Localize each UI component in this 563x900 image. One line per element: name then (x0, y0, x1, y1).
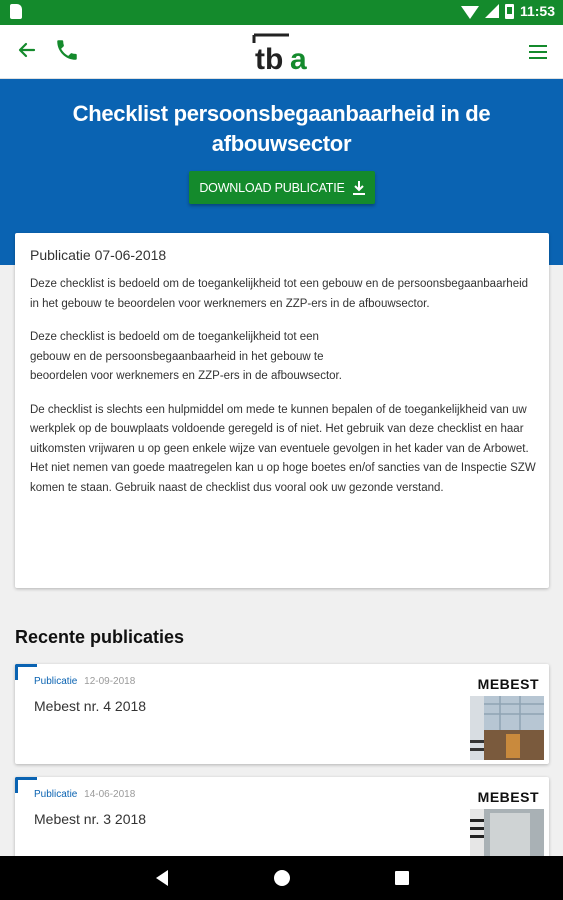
system-navigation-bar (0, 856, 563, 900)
publication-title: Mebest nr. 3 2018 (34, 811, 147, 827)
publication-date: 12-09-2018 (84, 676, 136, 687)
publication-type: Publicatie (34, 676, 78, 687)
download-publication-button[interactable] (189, 171, 375, 204)
nav-recents-icon[interactable] (395, 871, 409, 885)
publication-body (30, 275, 540, 512)
mebest-brand: MEBEST (477, 789, 539, 805)
tba-logo (251, 31, 317, 73)
publication-meta (34, 676, 135, 687)
publication-type: Publicatie (34, 789, 78, 800)
publication-meta (34, 789, 135, 800)
hamburger-menu-icon[interactable] (529, 45, 547, 59)
page-title: Checklist persoonsbegaanbaarheid in de afbouwsector (72, 101, 491, 156)
svg-text:a: a (290, 43, 307, 73)
download-button-label: DOWNLOAD PUBLICATIE (199, 180, 345, 195)
publication-card (15, 233, 549, 588)
magazine-cover-thumbnail (470, 696, 544, 760)
signal-icon (485, 4, 499, 18)
app-bar (0, 25, 563, 79)
svg-text:tb: tb (255, 43, 284, 73)
publication-date: 14-06-2018 (84, 789, 136, 800)
recent-publication-item[interactable] (15, 664, 549, 764)
back-arrow-icon[interactable] (14, 37, 40, 63)
status-time: 11:53 (519, 3, 555, 19)
download-icon (353, 181, 365, 195)
mebest-brand: MEBEST (477, 676, 539, 692)
nav-back-icon[interactable] (156, 870, 168, 886)
battery-icon (505, 4, 514, 19)
phone-icon[interactable] (54, 37, 80, 63)
paragraph: De checklist is slechts een hulpmiddel om mede te kunnen bepalen of de toegankelijkheid van uw werkplek op de bouwplaats voldoende geregeld is of niet. Het gebruik van deze checklist en haar uitkomsten vrijwaren u op geen enkele wijze van eventuele gevolgen in het kader van de Arbowet. Het niet nemen van goede maatregelen kan u op hoge boetes en/of sancties van de Inspectie SZW komen te staan. Gebruik naast de checklist dus vooral ook uw gezonde verstand. (30, 403, 536, 494)
status-icons (461, 3, 555, 19)
status-bar (0, 0, 563, 25)
publication-date: Publicatie 07-06-2018 (30, 247, 167, 263)
paragraph: Deze checklist is bedoeld om de toegankelijkheid tot een gebouw en de persoonsbegaanbaarheid in het gebouw te beoordelen voor werknemers en ZZP-ers in de afbouwsector. (30, 278, 529, 310)
nav-home-icon[interactable] (274, 870, 290, 886)
recent-publications-heading: Recente publicaties (15, 627, 185, 647)
wifi-icon (461, 6, 479, 19)
sd-card-icon (10, 4, 22, 19)
publication-title: Mebest nr. 4 2018 (34, 698, 147, 714)
paragraph: Deze checklist is bedoeld om de toegankelijkheid tot een gebouw en de persoonsbegaanbaarheid in het gebouw te beoordelen voor werknemers en ZZP-ers in de afbouwsector. (30, 331, 342, 382)
